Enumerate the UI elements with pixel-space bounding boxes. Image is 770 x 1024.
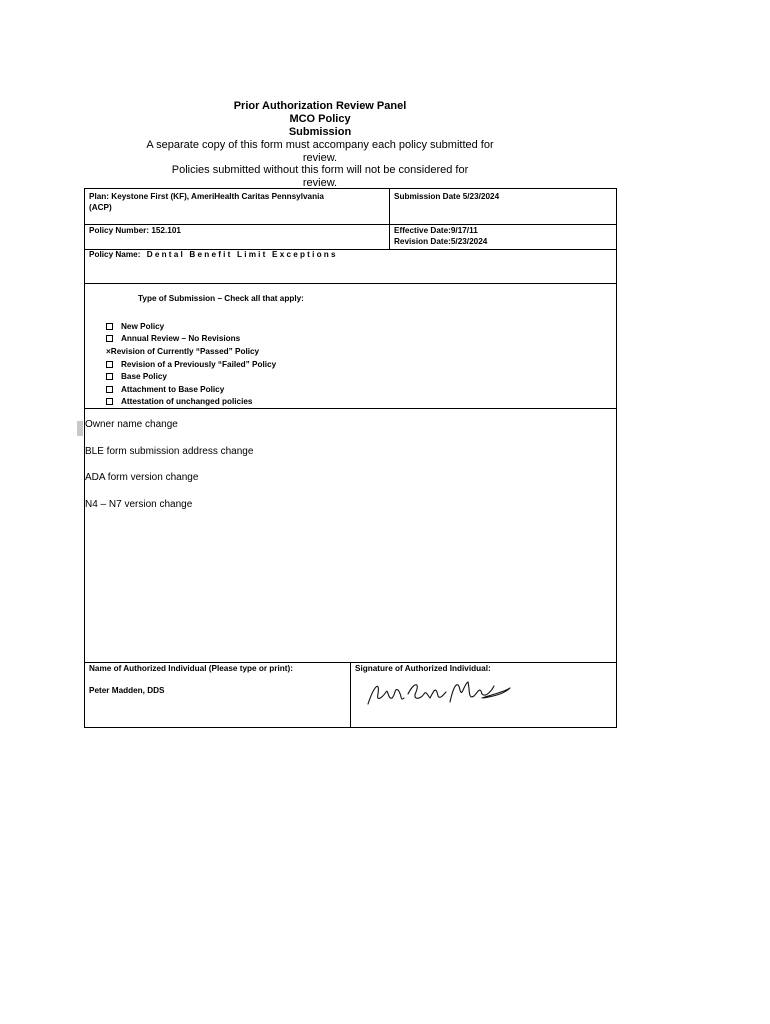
column-divider <box>389 188 390 249</box>
effective-date: Effective Date:9/17/11 <box>394 226 478 235</box>
header-instruction-3: Policies submitted without this form will not be considered for <box>171 164 469 177</box>
note-item: N4 – N7 version change <box>85 499 193 510</box>
policy-number: Policy Number: 152.101 <box>89 226 181 235</box>
submission-option[interactable] <box>106 396 276 409</box>
header-instruction-4: review. <box>302 176 338 189</box>
header-instruction-2: review. <box>302 151 338 164</box>
submission-option[interactable] <box>106 320 276 333</box>
submission-option[interactable] <box>106 345 276 358</box>
column-divider <box>350 662 351 727</box>
checkbox-icon[interactable] <box>106 373 113 380</box>
policy-name-value: Dental Benefit Limit Exceptions <box>146 250 338 259</box>
signature-label: Signature of Authorized Individual: <box>355 664 491 673</box>
note-item: Owner name change <box>85 419 178 430</box>
header-submission: Submission <box>288 126 352 138</box>
submission-option[interactable] <box>106 370 276 383</box>
checkbox-icon[interactable] <box>106 323 113 330</box>
checkbox-icon[interactable] <box>106 335 113 342</box>
authorized-name-value: Peter Madden, DDS <box>89 686 165 695</box>
handwritten-signature <box>364 676 514 712</box>
note-item: BLE form submission address change <box>85 446 254 457</box>
rule <box>84 727 617 728</box>
note-item: ADA form version change <box>85 472 199 483</box>
submission-option-label: Revision of a Previously “Failed” Policy <box>121 359 277 369</box>
submission-option-label: ×Revision of Currently “Passed” Policy <box>106 346 260 356</box>
checkbox-icon[interactable] <box>106 398 113 405</box>
checkbox-icon[interactable] <box>106 361 113 368</box>
submission-option-label: Annual Review – No Revisions <box>121 334 241 344</box>
authorized-name-label: Name of Authorized Individual (Please type or print): <box>89 664 293 673</box>
submission-option-label: Attestation of unchanged policies <box>121 397 253 407</box>
checkbox-icon[interactable] <box>106 386 113 393</box>
policy-name: Policy Name: Dental Benefit Limit Exceptions <box>89 250 338 259</box>
submission-option-label: New Policy <box>121 321 165 331</box>
submission-option-label: Base Policy <box>121 372 167 382</box>
submission-date: Submission Date 5/23/2024 <box>394 192 500 201</box>
margin-marker <box>77 421 83 436</box>
revision-date: Revision Date:5/23/2024 <box>394 236 488 246</box>
submission-type-heading: Type of Submission – Check all that apply: <box>138 294 304 303</box>
header-instruction-1: A separate copy of this form must accompany each policy submitted for <box>146 139 494 151</box>
submission-option[interactable] <box>106 333 276 346</box>
submission-type-options <box>106 320 276 408</box>
submission-option-label: Attachment to Base Policy <box>121 384 225 394</box>
submission-option[interactable] <box>106 383 276 396</box>
form-border <box>84 188 617 727</box>
header-title: Prior Authorization Review Panel <box>233 100 407 112</box>
form-header <box>120 100 520 189</box>
policy-dates <box>394 226 487 247</box>
submission-option[interactable] <box>106 358 276 371</box>
header-subtitle: MCO Policy <box>289 113 351 125</box>
plan-field: Plan: Keystone First (KF), AmeriHealth Caritas Pennsylvania (ACP) <box>89 192 324 212</box>
